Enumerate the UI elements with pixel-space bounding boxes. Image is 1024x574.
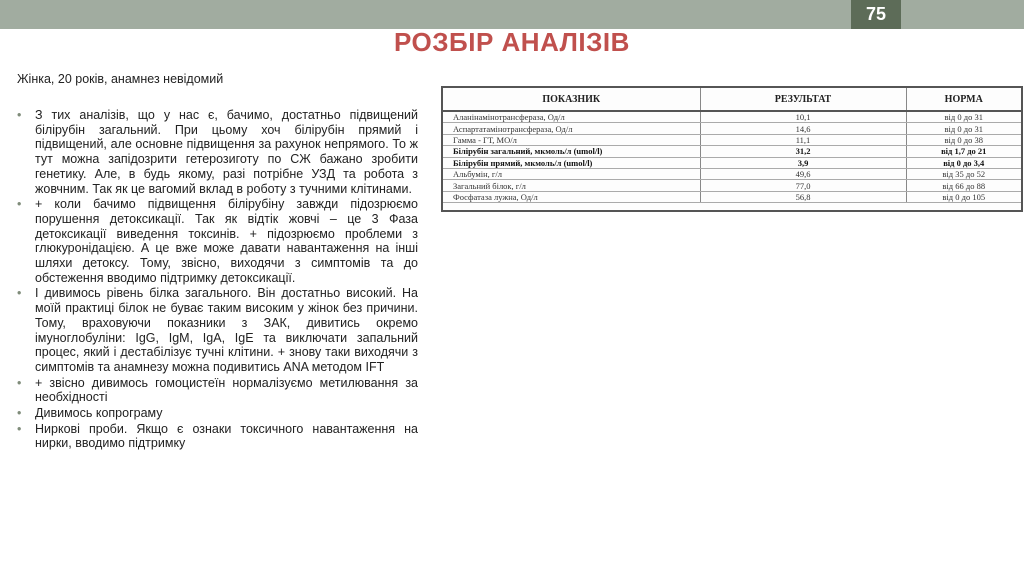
slide-title: РОЗБІР АНАЛІЗІВ <box>394 27 630 57</box>
cell-norm: від 1,7 до 21 <box>906 146 1021 157</box>
cell-indicator: Фосфатаза лужна, Од/л <box>443 191 700 202</box>
cell-result: 3,9 <box>700 157 906 168</box>
cell-result: 77,0 <box>700 180 906 191</box>
cell-indicator: Альбумін, г/л <box>443 168 700 179</box>
cell-result: 56,8 <box>700 191 906 202</box>
cell-result: 14,6 <box>700 123 906 134</box>
table-row <box>443 123 1021 134</box>
cell-indicator: Аланінамінотрансфераза, Од/л <box>443 111 700 123</box>
cell-indicator: Білірубін загальний, мкмоль/л (umol/l) <box>443 146 700 157</box>
table-row <box>443 180 1021 191</box>
table-row <box>443 111 1021 123</box>
bullet-item: • + звісно дивимось гомоцистеїн нормалізуємо метилювання за необхідності <box>17 376 418 405</box>
page-number: 75 <box>851 0 901 29</box>
cell-result: 10,1 <box>700 111 906 123</box>
cell-indicator: Аспартатамінотрансфераза, Од/л <box>443 123 700 134</box>
bullet-item: • Дивимось копрограму <box>17 406 418 421</box>
patient-subtitle: Жінка, 20 років, анамнез невідомий <box>17 72 224 86</box>
cell-norm: від 0 до 105 <box>906 191 1021 202</box>
cell-indicator: Загальний білок, г/л <box>443 180 700 191</box>
header-indicator: ПОКАЗНИК <box>443 88 700 111</box>
bullet-item: • З тих аналізів, що у нас є, бачимо, достатньо підвищений білірубін загальний. При цьому хоч білірубін прямий і підвищений, але основне підвищення за рахунок непрямого. То ж тут можна запідозрити гетерозиготу по СЖ бажано зробити генетику. Але, в будь якому, разі потрібне УЗД та робота з жовчним. Так як це вагомий вклад в роботу з тучними клітинами. <box>17 108 418 196</box>
lab-results-table <box>441 86 1023 212</box>
cell-indicator: Гамма - ГТ, МО/л <box>443 134 700 145</box>
cell-norm: від 66 до 88 <box>906 180 1021 191</box>
cell-result: 49,6 <box>700 168 906 179</box>
table-row <box>443 134 1021 145</box>
cell-norm: від 0 до 31 <box>906 123 1021 134</box>
table-row <box>443 191 1021 202</box>
bullet-item: • І дивимось рівень білка загального. Він достатньо високий. На моїй практиці білок не буває таким високим у жінок без причини. Тому, враховуючи показники з ЗАК, дивитись окремо імуноглобуліни: IgG, IgM, IgA, IgE та виключати запальний процес, який і дестабілізує тучні клітини. + знову таки виходячи з симптомів та анамнезу можна подивитись ANA методом IFT <box>17 286 418 374</box>
cell-result: 11,1 <box>700 134 906 145</box>
cell-norm: від 0 до 31 <box>906 111 1021 123</box>
cell-result: 31,2 <box>700 146 906 157</box>
cell-norm: від 0 до 38 <box>906 134 1021 145</box>
header-result: РЕЗУЛЬТАТ <box>700 88 906 111</box>
bullet-item: • + коли бачимо підвищення білірубіну завжди підозрюємо порушення детоксикації. Так як відтік жовчі – це 3 Фаза детоксикації виведення токсинів. + підозрюємо проблеми з глюкуронідацією. А це вже може давати навантаження на інші шляхи детоксу. Тому, звісно, виходячи з симптомів та до обстеження вводимо підтримку детоксикації. <box>17 197 418 285</box>
bullet-list <box>17 108 418 452</box>
table-row <box>443 146 1021 157</box>
table-row <box>443 168 1021 179</box>
cell-norm: від 35 до 52 <box>906 168 1021 179</box>
table-header-row <box>443 88 1021 111</box>
bullet-item: • Ниркові проби. Якщо є ознаки токсичного навантаження на нирки, вводимо підтримку <box>17 422 418 451</box>
table-row <box>443 157 1021 168</box>
header-norm: НОРМА <box>906 88 1021 111</box>
cell-indicator: Білірубін прямий, мкмоль/л (umol/l) <box>443 157 700 168</box>
cell-norm: від 0 до 3,4 <box>906 157 1021 168</box>
